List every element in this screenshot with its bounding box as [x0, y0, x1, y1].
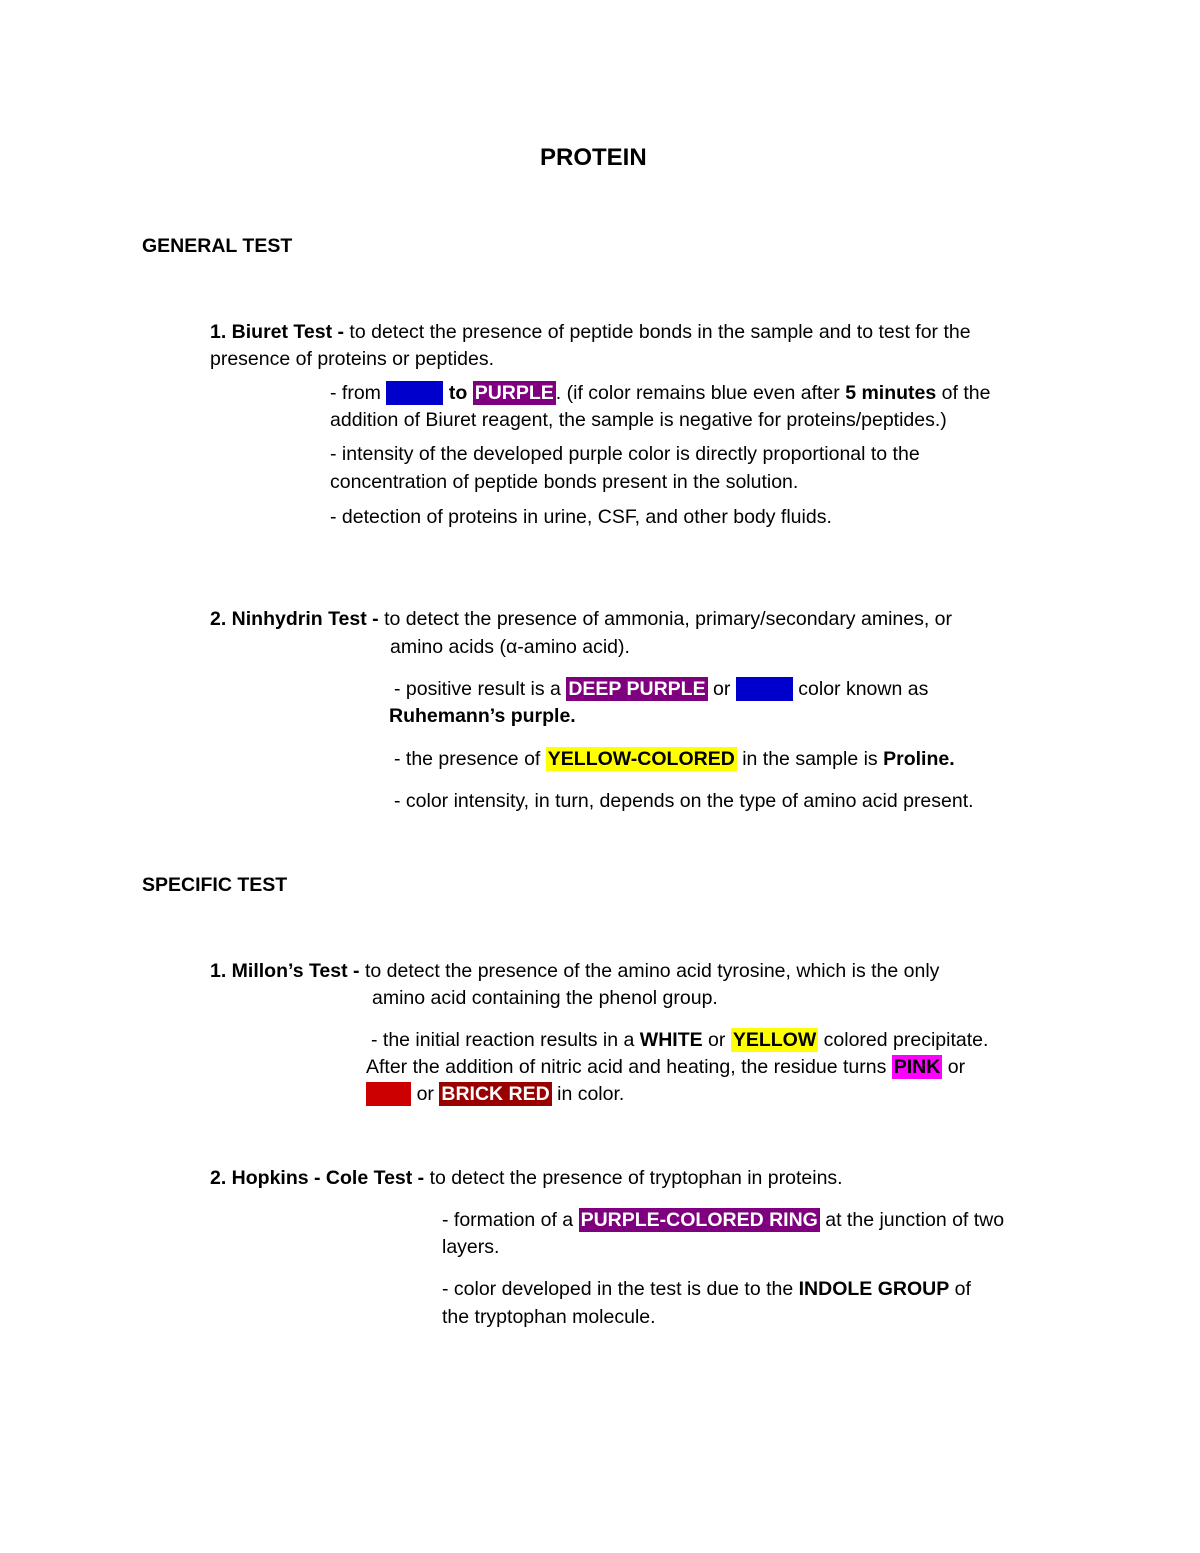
- highlight-deep-purple: DEEP PURPLE: [568, 678, 706, 700]
- specific-test-heading: SPECIFIC TEST: [142, 874, 288, 896]
- biuret-bullet-2: - intensity of the developed purple color is directly proportional to the: [330, 443, 920, 465]
- millon-bullet-1-line-2: [366, 1053, 965, 1081]
- ninhydrin-desc: to detect the presence of ammonia, primary/secondary amines, or: [378, 608, 953, 630]
- ninhydrin-bullet-1: [394, 675, 928, 703]
- biuret-bullet-2-line-2: concentration of peptide bonds present in the solution.: [330, 471, 799, 493]
- hopkins-b1-pre: - formation of a: [442, 1209, 579, 1231]
- ninhydrin-b1-or: or: [707, 678, 736, 700]
- biuret-bullet-1-line-2: addition of Biuret reagent, the sample is negative for proteins/peptides.): [330, 409, 947, 431]
- ninhydrin-bullet-3: - color intensity, in turn, depends on the type of amino acid present.: [394, 790, 974, 812]
- biuret-test-name: 1. Biuret Test -: [210, 321, 344, 343]
- millon-b1-line2-post: or: [942, 1056, 966, 1078]
- hopkins-line-1: [210, 1164, 843, 1192]
- indole-group: INDOLE GROUP: [798, 1278, 950, 1300]
- ninhydrin-line-2: amino acids (α-amino acid).: [390, 636, 630, 658]
- biuret-bullet-1: [330, 379, 990, 407]
- biuret-line-1: [210, 318, 971, 346]
- highlight-yellow: YELLOW: [732, 1029, 817, 1051]
- biuret-b1-mid: . (if color remains blue even after: [555, 382, 846, 404]
- ninhydrin-b2-mid: in the sample is: [736, 748, 884, 770]
- hopkins-bullet-2: [442, 1275, 971, 1303]
- hopkins-b1-post: at the junction of two: [819, 1209, 1005, 1231]
- millon-desc: to detect the presence of the amino acid tyrosine, which is the only: [359, 960, 940, 982]
- hopkins-b2-pre: - color developed in the test is due to the: [442, 1278, 799, 1300]
- page-title: PROTEIN: [540, 144, 647, 171]
- millon-bullet-1-line-3: [366, 1080, 624, 1108]
- hopkins-desc: to detect the presence of tryptophan in proteins.: [424, 1167, 843, 1189]
- highlight-blue-2: BLUE: [737, 678, 791, 700]
- highlight-pink: PINK: [893, 1056, 941, 1078]
- biuret-b1-pre: - from: [330, 382, 387, 404]
- millon-bullet-1: [371, 1026, 988, 1054]
- highlight-purple: PURPLE: [474, 382, 554, 404]
- millon-b1-or: or: [702, 1029, 731, 1051]
- hopkins-bullet-1: [442, 1206, 1004, 1234]
- proline: Proline.: [883, 748, 955, 770]
- biuret-desc: to detect the presence of peptide bonds in the sample and to test for the: [344, 321, 971, 343]
- hopkins-test-name: 2. Hopkins - Cole Test -: [210, 1167, 425, 1189]
- highlight-yellow-colored: YELLOW-COLORED: [547, 748, 735, 770]
- ninhydrin-b1-post: color known as: [792, 678, 929, 700]
- millon-b1-line2-pre: After the addition of nitric acid and heating, the residue turns: [366, 1056, 892, 1078]
- millon-b1-or2: or: [411, 1083, 440, 1105]
- millon-line-1: [210, 957, 939, 985]
- hopkins-bullet-2-line-2: the tryptophan molecule.: [442, 1306, 656, 1328]
- ninhydrin-test-name: 2. Ninhydrin Test -: [210, 608, 379, 630]
- highlight-red: RED: [368, 1083, 410, 1105]
- millon-line-2: amino acid containing the phenol group.: [372, 987, 718, 1009]
- biuret-line-2: presence of proteins or peptides.: [210, 348, 495, 370]
- white-label: WHITE: [639, 1029, 703, 1051]
- hopkins-b2-post: of: [949, 1278, 971, 1300]
- ninhydrin-b2-pre: - the presence of: [394, 748, 546, 770]
- biuret-b1-time: 5 minutes: [845, 382, 937, 404]
- highlight-blue: BLUE: [388, 382, 442, 404]
- general-test-heading: GENERAL TEST: [142, 235, 293, 257]
- millon-test-name: 1. Millon’s Test -: [210, 960, 360, 982]
- hopkins-bullet-1-line-2: layers.: [442, 1236, 500, 1258]
- ruhemanns-purple: Ruhemann’s purple.: [389, 705, 576, 727]
- biuret-b1-post: of the: [936, 382, 991, 404]
- ninhydrin-bullet-2: [394, 745, 955, 773]
- ninhydrin-line-1: [210, 605, 952, 633]
- ninhydrin-b1-pre: - positive result is a: [394, 678, 567, 700]
- millon-b1-pre: - the initial reaction results in a: [371, 1029, 640, 1051]
- highlight-purple-colored-ring: PURPLE-COLORED RING: [580, 1209, 818, 1231]
- millon-b1-end: in color.: [551, 1083, 625, 1105]
- biuret-b1-to: to: [443, 382, 473, 404]
- biuret-bullet-3: - detection of proteins in urine, CSF, and other body fluids.: [330, 506, 832, 528]
- millon-b1-post: colored precipitate.: [818, 1029, 989, 1051]
- highlight-brick-red: BRICK RED: [441, 1083, 550, 1105]
